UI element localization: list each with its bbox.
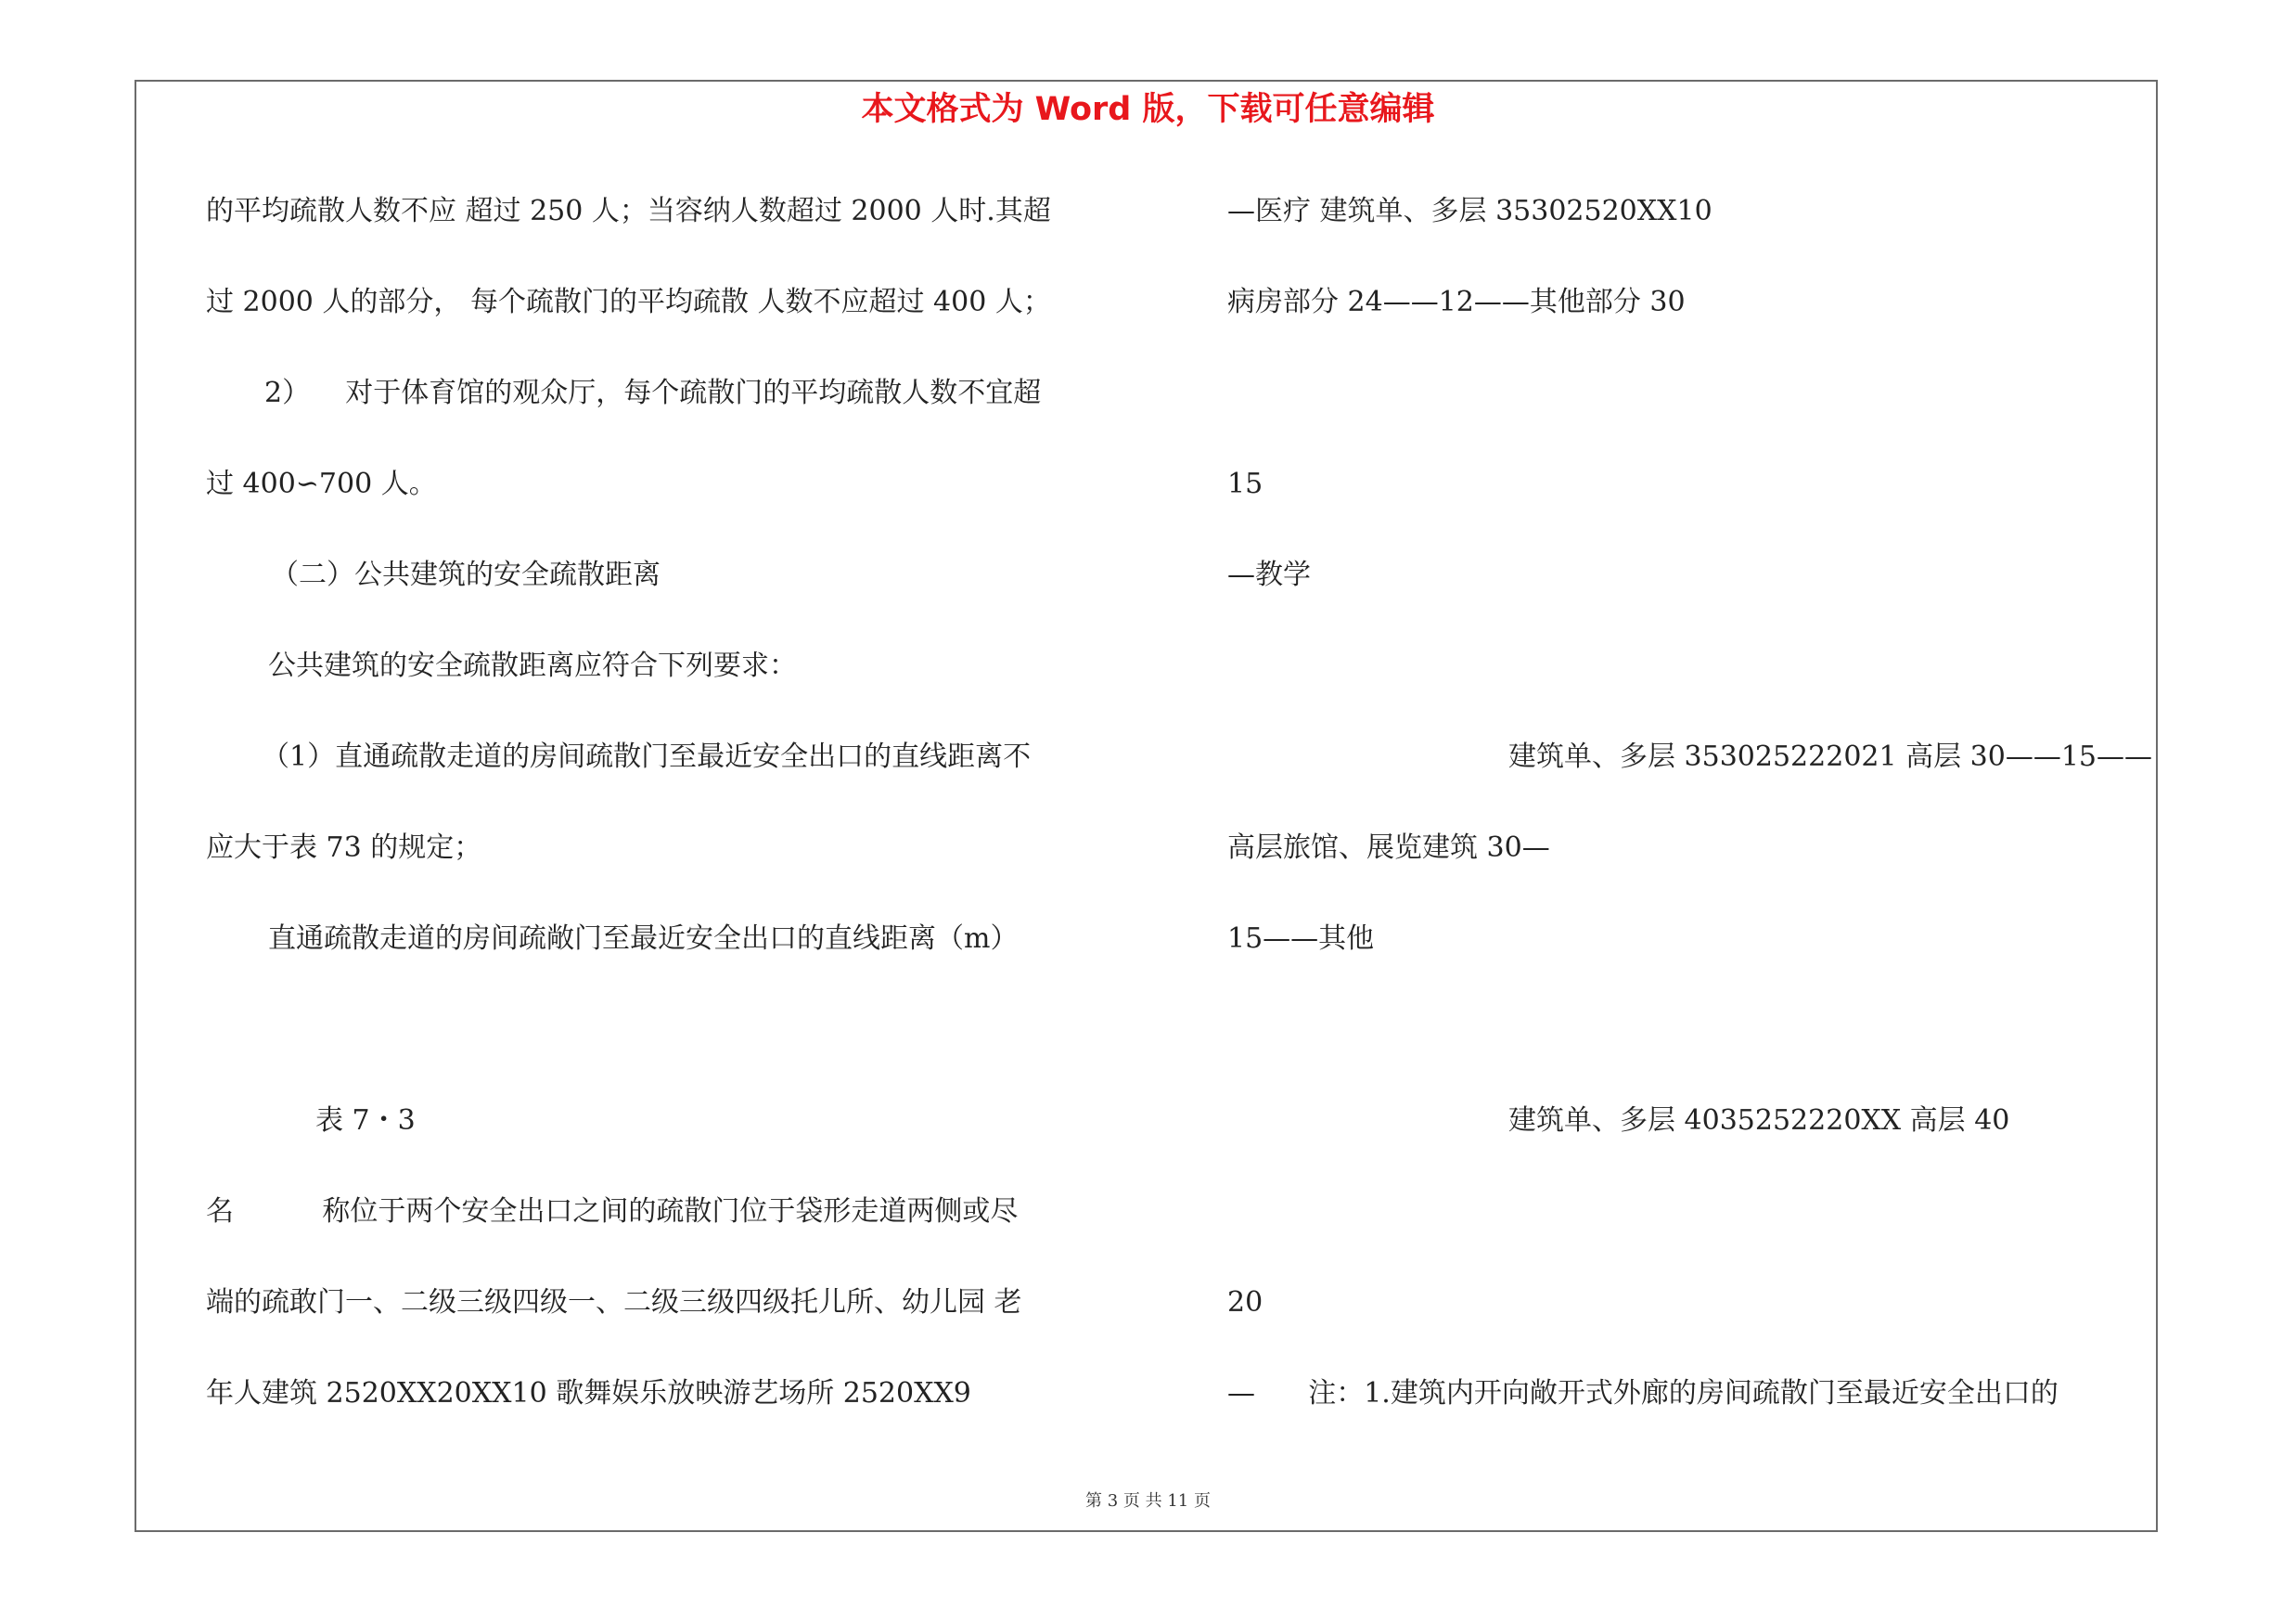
body-line: 年人建筑 2520XX20XX10 歌舞娱乐放映游艺场所 2520XX9	[206, 1377, 971, 1410]
body-line: —教学	[1227, 559, 1311, 591]
body-line: 建筑单、多层 4035252220XX 高层 40	[1508, 1104, 2010, 1137]
body-line: 建筑单、多层 353025222021 高层 30——15——	[1508, 741, 2152, 773]
body-line: —医疗 建筑单、多层 35302520XX10	[1227, 195, 1712, 227]
body-line: 过 2000 人的部分， 每个疏散门的平均疏散 人数不应超过 400 人；	[206, 286, 1051, 318]
table-caption: 直通疏散走道的房间疏敞门至最近安全出口的直线距离（m）	[268, 922, 1019, 955]
note-line: — 注：1.建筑内开向敞开式外廊的房间疏散门至最近安全出口的	[1227, 1377, 2059, 1410]
body-line: 的平均疏散人数不应 超过 250 人；当容纳人数超过 2000 人时.其超	[206, 195, 1051, 227]
body-line: 应大于表 73 的规定；	[206, 831, 482, 864]
table-number: 表 7・3	[315, 1104, 416, 1137]
body-line: 15——其他	[1227, 922, 1375, 955]
body-line: 公共建筑的安全疏散距离应符合下列要求：	[268, 650, 797, 682]
section-heading: （二）公共建筑的安全疏散距离	[271, 559, 661, 591]
document-banner: 本文格式为 Word 版，下载可任意编辑	[861, 91, 1435, 128]
body-line: 过 400∽700 人。	[206, 468, 437, 500]
body-line: 高层旅馆、展览建筑 30—	[1227, 831, 1550, 864]
body-line: （1）直通疏散走道的房间疏散门至最近安全出口的直线距离不	[262, 741, 1032, 773]
body-line: 名 称位于两个安全出口之间的疏散门位于袋形走道两侧或尽	[206, 1195, 1019, 1228]
body-line: 端的疏敢门一、二级三级四级一、二级三级四级托儿所、幼儿园 老	[206, 1286, 1022, 1319]
body-line: 病房部分 24——12——其他部分 30	[1227, 286, 1686, 318]
page-number: 第 3 页 共 11 页	[1085, 1491, 1211, 1511]
body-line: 15	[1227, 468, 1263, 500]
list-item-line: 2） 对于体育馆的观众厅，每个疏散门的平均疏散人数不宜超	[264, 377, 1042, 409]
body-line: 20	[1227, 1286, 1263, 1319]
